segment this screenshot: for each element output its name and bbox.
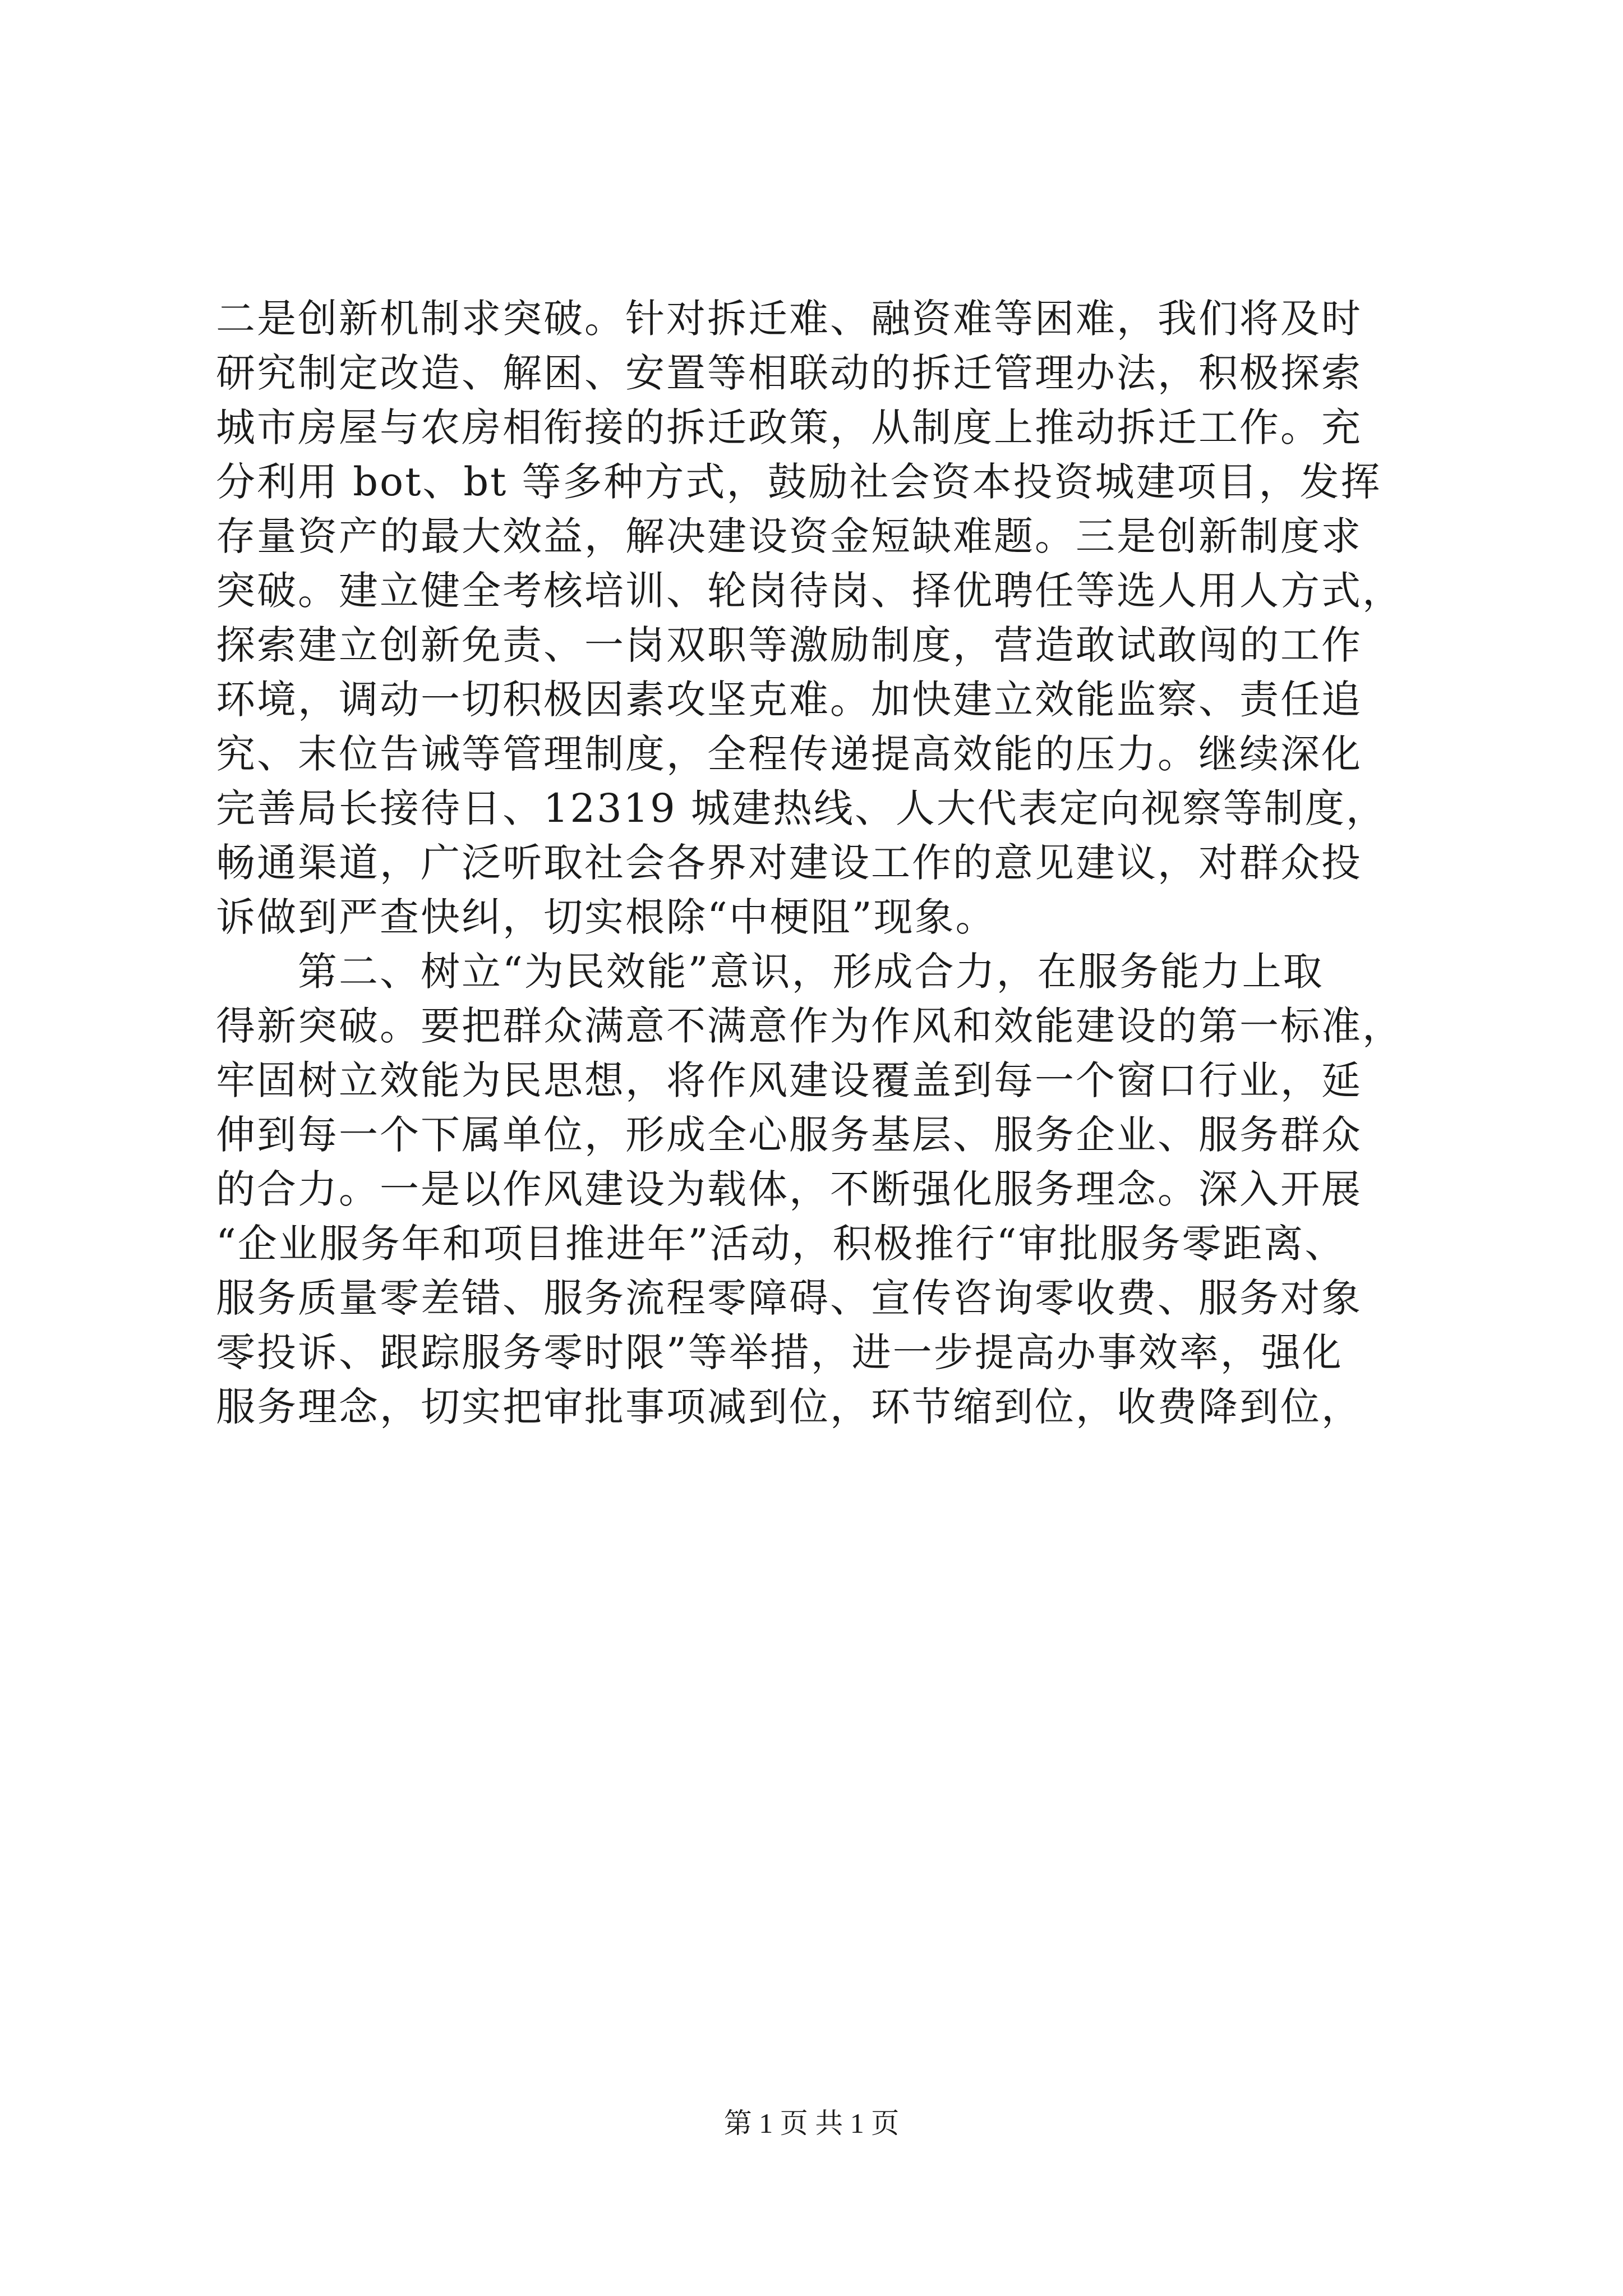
text-line: 得新突破。要把群众满意不满意作为作风和效能建设的第一标准， [216, 1003, 1403, 1049]
text-line: 畅通渠道，广泛听取社会各界对建设工作的意见建议，对群众投 [216, 840, 1362, 886]
text-line: 第二、树立“为民效能”意识，形成合力，在服务能力上取 [216, 949, 1324, 995]
text-line: 究、末位告诫等管理制度，全程传递提高效能的压力。继续深化 [216, 731, 1362, 777]
body-text [216, 292, 1408, 1434]
text-line: 零投诉、跟踪服务零时限”等举措，进一步提高办事效率，强化 [216, 1329, 1343, 1375]
page-footer [0, 2106, 1623, 2140]
page-number: 第 1 页 共 1 页 [723, 2108, 900, 2139]
text-line: “企业服务年和项目推进年”活动，积极推行“审批服务零距离、 [216, 1221, 1346, 1267]
text-line: 分利用 bot、bt 等多种方式，鼓励社会资本投资城建项目，发挥 [216, 459, 1382, 505]
text-line: 突破。建立健全考核培训、轮岗待岗、择优聘任等选人用人方式， [216, 568, 1403, 614]
text-line: 服务理念，切实把审批事项减到位，环节缩到位，收费降到位， [216, 1384, 1362, 1430]
text-line: 环境，调动一切积极因素攻坚克难。加快建立效能监察、责任追 [216, 677, 1362, 723]
text-line: 完善局长接待日、12319 城建热线、人大代表定向视察等制度， [216, 785, 1387, 831]
text-line: 二是创新机制求突破。针对拆迁难、融资难等困难，我们将及时 [216, 296, 1362, 342]
text-line: 探索建立创新免责、一岗双职等激励制度，营造敢试敢闯的工作 [216, 622, 1362, 668]
text-line: 诉做到严查快纠，切实根除“中梗阻”现象。 [216, 894, 997, 940]
text-line: 服务质量零差错、服务流程零障碍、宣传咨询零收费、服务对象 [216, 1275, 1362, 1321]
text-line: 研究制定改造、解困、安置等相联动的拆迁管理办法，积极探索 [216, 350, 1362, 396]
text-line: 伸到每一个下属单位，形成全心服务基层、服务企业、服务群众 [216, 1112, 1362, 1158]
text-line: 城市房屋与农房相衔接的拆迁政策，从制度上推动拆迁工作。充 [216, 404, 1362, 450]
text-line: 存量资产的最大效益，解决建设资金短缺难题。三是创新制度求 [216, 513, 1362, 559]
text-line: 的合力。一是以作风建设为载体，不断强化服务理念。深入开展 [216, 1166, 1362, 1212]
text-line: 牢固树立效能为民思想，将作风建设覆盖到每一个窗口行业，延 [216, 1057, 1362, 1103]
